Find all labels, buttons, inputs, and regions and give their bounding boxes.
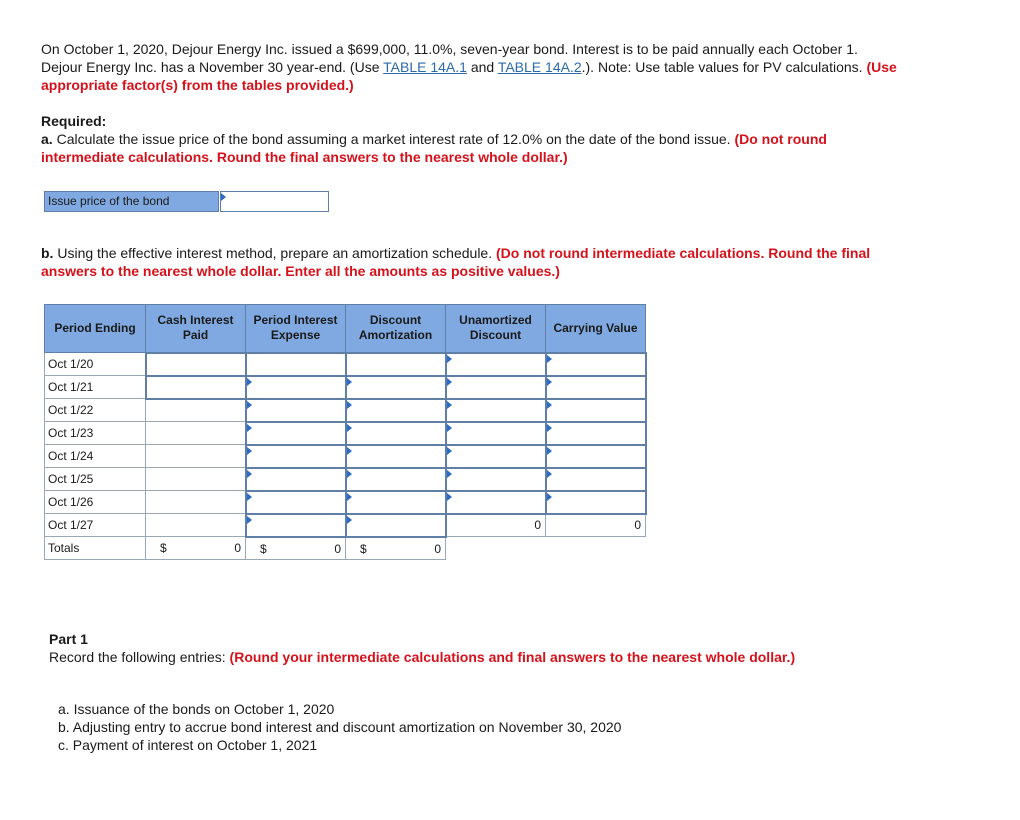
problem-line-2	[41, 58, 1001, 76]
table-row	[45, 491, 646, 514]
input-marker-icon	[447, 424, 452, 432]
input-marker-icon	[447, 493, 452, 501]
input-marker-icon	[547, 401, 552, 409]
unamortized-discount-input[interactable]	[446, 353, 546, 376]
unamortized-discount-input[interactable]	[446, 445, 546, 468]
total-interest-expense	[246, 537, 346, 560]
discount-amortization-input[interactable]	[346, 399, 446, 422]
table-row	[45, 422, 646, 445]
part-b-prefix: b.	[41, 245, 54, 261]
carrying-value-field[interactable]	[547, 492, 645, 513]
input-marker-icon	[347, 470, 352, 478]
unamortized-discount-field[interactable]	[447, 423, 545, 444]
cash-interest-input[interactable]	[146, 353, 246, 376]
input-marker-icon	[347, 493, 352, 501]
discount-amortization-input[interactable]	[346, 514, 446, 537]
discount-amortization-field[interactable]	[347, 354, 445, 375]
header-discount-amortization: Discount Amortization	[346, 305, 446, 353]
discount-amortization-input[interactable]	[346, 445, 446, 468]
table-row	[45, 514, 646, 537]
interest-expense-field[interactable]	[247, 446, 345, 467]
cash-interest-field[interactable]	[147, 354, 245, 375]
cash-interest-cell	[146, 422, 246, 445]
table-row	[45, 468, 646, 491]
table-row	[45, 399, 646, 422]
carrying-value-field[interactable]	[547, 400, 645, 421]
discount-amortization-field[interactable]	[347, 492, 445, 513]
discount-amortization-input[interactable]	[346, 376, 446, 399]
discount-amortization-field[interactable]	[347, 423, 445, 444]
total-discount-amortization	[346, 537, 446, 560]
interest-expense-field[interactable]	[247, 515, 345, 536]
part1-note: (Round your intermediate calculations and final answers to the nearest whole dollar.)	[229, 649, 796, 665]
part-a-note-1: (Do not round	[734, 131, 827, 147]
interest-expense-input[interactable]	[246, 514, 346, 537]
period-cell: Oct 1/20	[45, 353, 146, 376]
input-marker-icon	[347, 447, 352, 455]
cash-interest-field[interactable]	[147, 377, 245, 398]
period-cell: Oct 1/24	[45, 445, 146, 468]
input-marker-icon	[447, 378, 452, 386]
cash-interest-cell	[146, 468, 246, 491]
carrying-value-field[interactable]	[547, 446, 645, 467]
issue-price-input[interactable]	[220, 191, 329, 212]
unamortized-discount-input[interactable]	[446, 468, 546, 491]
interest-expense-input[interactable]	[246, 445, 346, 468]
input-marker-icon	[547, 424, 552, 432]
factor-note-a: (Use	[866, 59, 897, 75]
part1-text: Record the following entries:	[49, 649, 230, 665]
interest-expense-field[interactable]	[247, 400, 345, 421]
cash-interest-cell	[146, 514, 246, 537]
period-cell: Oct 1/22	[45, 399, 146, 422]
totals-label: Totals	[45, 537, 146, 560]
part-b-line	[41, 244, 1001, 262]
input-marker-icon	[447, 470, 452, 478]
carrying-value-field[interactable]	[547, 377, 645, 398]
part-b-note-1: (Do not round intermediate calculations. Round the final	[496, 245, 871, 261]
problem-line-2a: Dejour Energy Inc. has a November 30 year-end. (Use	[41, 59, 384, 75]
carrying-value-input[interactable]	[546, 376, 646, 399]
cash-interest-cell	[146, 399, 246, 422]
input-marker-icon	[247, 378, 252, 386]
cash-interest-input[interactable]	[146, 376, 246, 399]
part-a-note-2: intermediate calculations. Round the final answers to the nearest whole dollar.)	[41, 149, 568, 165]
total-cash-interest-value: 0	[234, 541, 241, 555]
interest-expense-input[interactable]	[246, 422, 346, 445]
part1-section	[49, 630, 989, 666]
part-b-note-2: answers to the nearest whole dollar. Enter all the amounts as positive values.)	[41, 263, 560, 279]
table-row	[45, 376, 646, 399]
input-marker-icon	[347, 378, 352, 386]
input-marker-icon	[347, 401, 352, 409]
discount-amortization-field[interactable]	[347, 377, 445, 398]
unamortized-discount-field[interactable]	[447, 492, 545, 513]
list-item: c. Payment of interest on October 1, 2021	[58, 737, 318, 753]
required-section	[41, 112, 1001, 166]
part-a-line	[41, 130, 1001, 148]
carrying-value-field[interactable]	[547, 354, 645, 375]
amortization-schedule	[44, 304, 647, 560]
carrying-value-input[interactable]	[546, 353, 646, 376]
totals-row	[45, 537, 646, 560]
cash-interest-cell	[146, 491, 246, 514]
input-marker-icon	[247, 470, 252, 478]
problem-line-1: On October 1, 2020, Dejour Energy Inc. issued a $699,000, 11.0%, seven-year bond. Interest is to be paid annually each October 1.	[41, 41, 858, 57]
period-cell: Oct 1/23	[45, 422, 146, 445]
carrying-value-input[interactable]	[546, 491, 646, 514]
discount-amortization-field[interactable]	[347, 469, 445, 490]
unamortized-discount-field[interactable]	[447, 469, 545, 490]
currency-symbol: $	[260, 541, 267, 556]
unamortized-discount-input[interactable]	[446, 422, 546, 445]
input-marker-icon	[247, 447, 252, 455]
table-14a2-link[interactable]: TABLE 14A.2	[497, 59, 582, 75]
interest-expense-field[interactable]	[247, 492, 345, 513]
discount-amortization-input[interactable]	[346, 491, 446, 514]
list-item: a. Issuance of the bonds on October 1, 2020	[58, 701, 335, 717]
unamortized-discount-field[interactable]	[447, 354, 545, 375]
carrying-value-field[interactable]	[547, 469, 645, 490]
header-period-ending: Period Ending	[45, 305, 146, 353]
total-interest-expense-value: 0	[334, 541, 341, 556]
problem-statement	[41, 40, 1001, 94]
header-cash-interest-paid: Cash Interest Paid	[146, 305, 246, 353]
interest-expense-input[interactable]	[246, 376, 346, 399]
input-marker-icon	[547, 493, 552, 501]
interest-expense-field[interactable]	[247, 354, 345, 375]
unamortized-discount-field[interactable]	[447, 446, 545, 467]
cash-interest-cell	[146, 445, 246, 468]
currency-symbol: $	[160, 541, 167, 555]
carrying-value-input[interactable]	[546, 468, 646, 491]
carrying-value-input[interactable]	[546, 399, 646, 422]
period-cell: Oct 1/27	[45, 514, 146, 537]
part-b-text: Using the effective interest method, prepare an amortization schedule.	[53, 245, 496, 261]
input-marker-icon	[221, 193, 226, 201]
carrying-value-input[interactable]	[546, 422, 646, 445]
input-marker-icon	[447, 447, 452, 455]
interest-expense-field[interactable]	[247, 377, 345, 398]
carrying-value-field[interactable]	[547, 423, 645, 444]
header-unamortized-discount: Unamortized Discount	[446, 305, 546, 353]
header-period-interest-expense: Period Interest Expense	[246, 305, 346, 353]
carrying-value-value: 0	[546, 514, 646, 537]
input-marker-icon	[347, 424, 352, 432]
interest-expense-input[interactable]	[246, 491, 346, 514]
input-marker-icon	[547, 470, 552, 478]
input-marker-icon	[447, 355, 452, 363]
discount-amortization-field[interactable]	[347, 446, 445, 467]
unamortized-discount-value: 0	[446, 514, 546, 537]
schedule-header-row	[45, 305, 646, 353]
and-text: and	[466, 59, 498, 75]
required-heading: Required:	[41, 113, 107, 129]
part-b-section	[41, 244, 1001, 280]
input-marker-icon	[247, 516, 252, 524]
discount-amortization-input[interactable]	[346, 422, 446, 445]
factor-note-b: appropriate factor(s) from the tables provided.)	[41, 77, 354, 93]
carrying-value-input[interactable]	[546, 445, 646, 468]
input-marker-icon	[547, 447, 552, 455]
interest-expense-field[interactable]	[247, 423, 345, 444]
part-a-prefix: a.	[41, 131, 53, 147]
issue-price-label: Issue price of the bond	[44, 191, 219, 212]
unamortized-discount-input[interactable]	[446, 376, 546, 399]
discount-amortization-field[interactable]	[347, 515, 445, 536]
table-row	[45, 353, 646, 376]
unamortized-discount-input[interactable]	[446, 491, 546, 514]
period-cell: Oct 1/26	[45, 491, 146, 514]
entries-list	[58, 700, 998, 754]
header-carrying-value: Carrying Value	[546, 305, 646, 353]
discount-amortization-input[interactable]	[346, 468, 446, 491]
discount-amortization-input[interactable]	[346, 353, 446, 376]
part1-instruction	[49, 648, 989, 666]
part-a-text: Calculate the issue price of the bond assuming a market interest rate of 12.0% on the date of the bond issue.	[52, 131, 735, 147]
total-discount-amortization-value: 0	[434, 541, 441, 556]
input-marker-icon	[247, 493, 252, 501]
input-marker-icon	[547, 378, 552, 386]
discount-amortization-field[interactable]	[347, 400, 445, 421]
period-cell: Oct 1/21	[45, 376, 146, 399]
interest-expense-field[interactable]	[247, 469, 345, 490]
total-cash-interest	[146, 537, 246, 560]
currency-symbol: $	[360, 541, 367, 556]
input-marker-icon	[347, 516, 352, 524]
unamortized-discount-field[interactable]	[447, 377, 545, 398]
list-item: b. Adjusting entry to accrue bond interest and discount amortization on November 30, 2020	[58, 719, 622, 735]
interest-expense-input[interactable]	[246, 468, 346, 491]
table-14a1-link[interactable]: TABLE 14A.1	[383, 59, 467, 75]
problem-line-2b: .). Note: Use table values for PV calculations.	[581, 59, 867, 75]
interest-expense-input[interactable]	[246, 399, 346, 422]
interest-expense-input[interactable]	[246, 353, 346, 376]
unamortized-discount-input[interactable]	[446, 399, 546, 422]
input-marker-icon	[247, 401, 252, 409]
table-row	[45, 445, 646, 468]
part1-heading: Part 1	[49, 631, 88, 647]
input-marker-icon	[547, 355, 552, 363]
input-marker-icon	[247, 424, 252, 432]
unamortized-discount-field[interactable]	[447, 400, 545, 421]
period-cell: Oct 1/25	[45, 468, 146, 491]
input-marker-icon	[447, 401, 452, 409]
